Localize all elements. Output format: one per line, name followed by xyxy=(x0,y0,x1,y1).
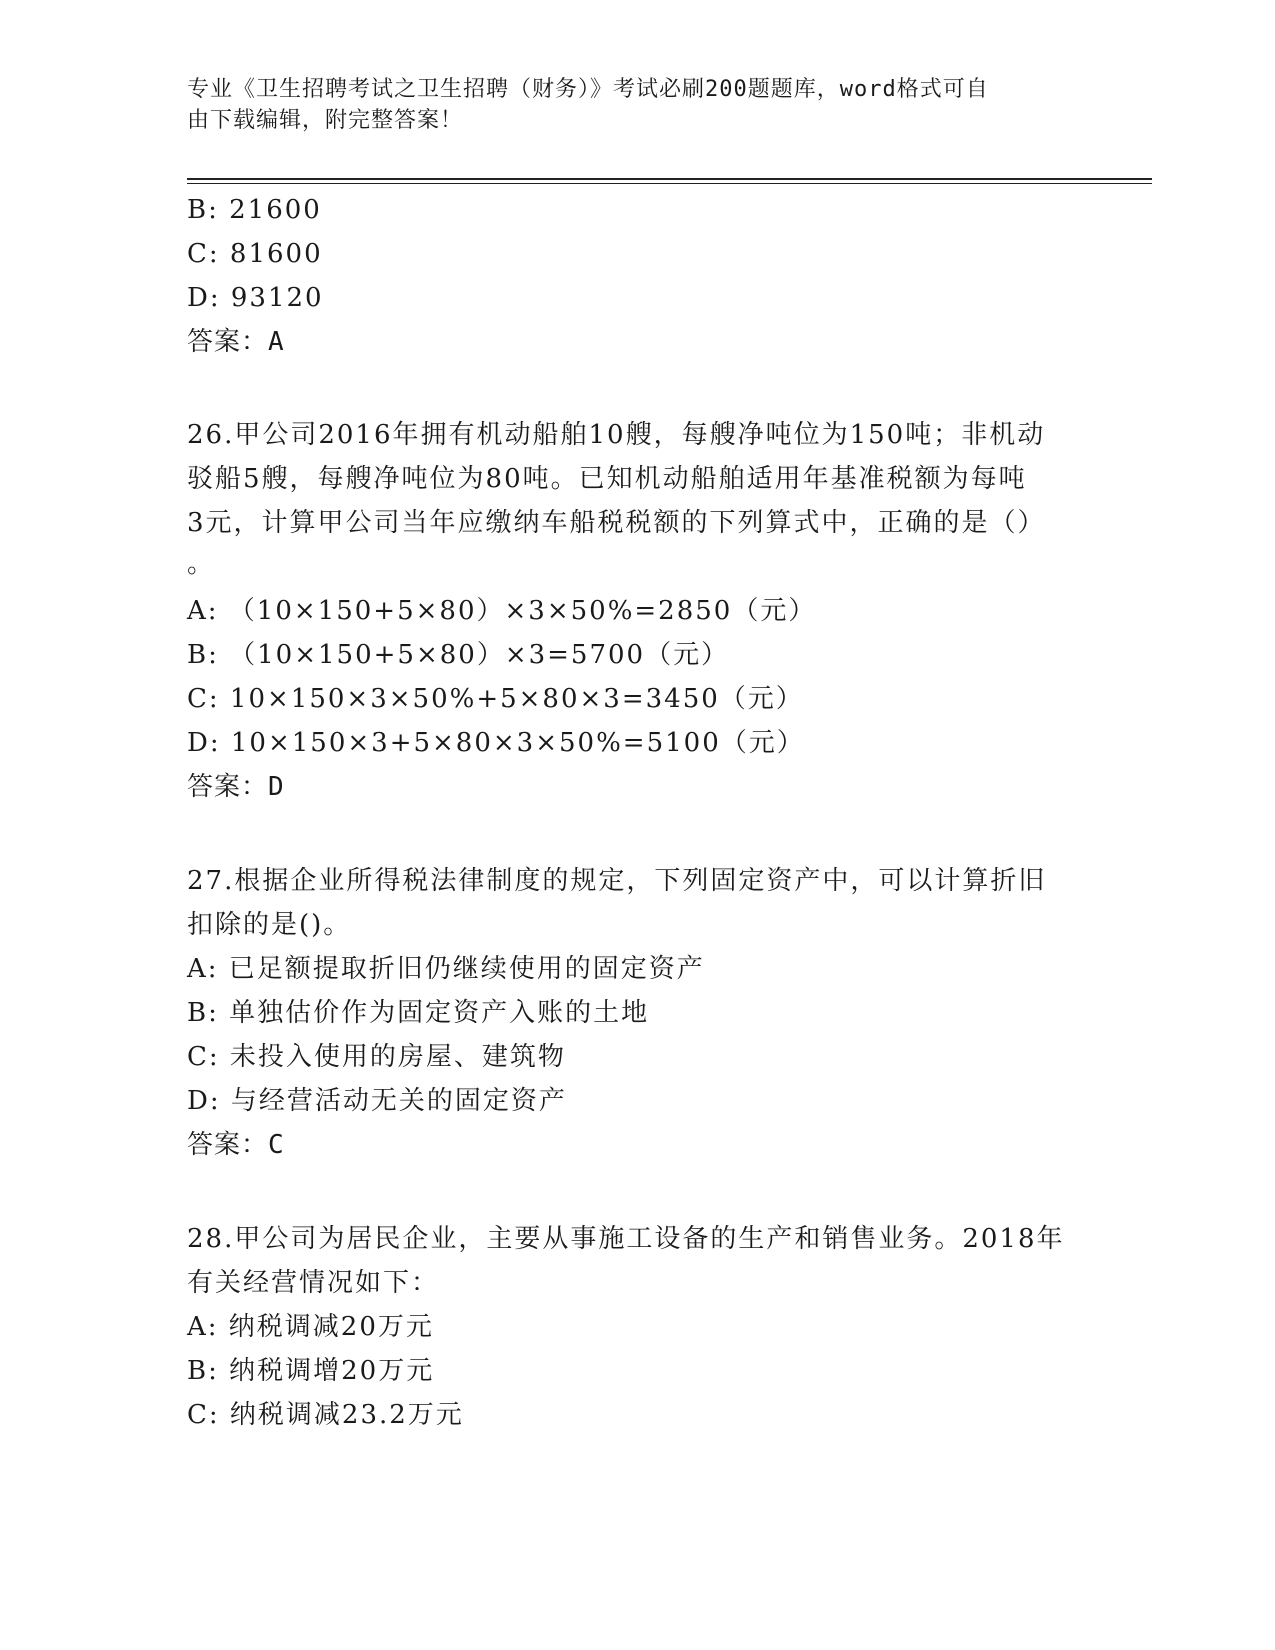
q28-option-b: B: 纳税调增20万元 xyxy=(187,1356,435,1386)
answer-value: C xyxy=(268,1130,285,1160)
q27-answer xyxy=(187,1130,285,1160)
q26-stem-line-2: 驳船5艘，每艘净吨位为80吨。已知机动船舶适用年基准税额为每吨 xyxy=(187,464,1027,494)
q26-option-d: D: 10×150×3+5×80×3×50%=5100（元） xyxy=(187,728,805,758)
q27-option-a: A: 已足额提取折旧仍继续使用的固定资产 xyxy=(187,954,705,984)
q26-answer xyxy=(187,772,285,802)
q28-option-c: C: 纳税调减23.2万元 xyxy=(187,1400,464,1430)
header-divider-bottom xyxy=(187,183,1152,184)
q26-stem-line-3: 3元，计算甲公司当年应缴纳车船税税额的下列算式中，正确的是（） xyxy=(187,508,1046,538)
q28-stem-line-2: 有关经营情况如下： xyxy=(187,1268,440,1298)
answer-label: 答案： xyxy=(187,1130,269,1160)
q27-option-b: B: 单独估价作为固定资产入账的土地 xyxy=(187,998,650,1028)
q26-option-c: C: 10×150×3×50%+5×80×3=3450（元） xyxy=(187,684,804,714)
q25-option-d: D: 93120 xyxy=(187,283,324,313)
document-header xyxy=(187,74,1067,136)
answer-value: D xyxy=(268,772,285,802)
q25-answer xyxy=(187,327,285,357)
answer-value: A xyxy=(268,327,285,357)
q27-option-d: D: 与经营活动无关的固定资产 xyxy=(187,1086,567,1116)
q28-option-a: A: 纳税调减20万元 xyxy=(187,1312,434,1342)
header-line-1: 专业《卫生招聘考试之卫生招聘（财务）》考试必刷200题题库，word格式可自 xyxy=(187,77,989,102)
q25-option-b: B: 21600 xyxy=(187,195,322,225)
answer-label: 答案： xyxy=(187,772,269,802)
q26-option-b: B: （10×150+5×80）×3=5700（元） xyxy=(187,640,730,670)
q27-stem-line-1: 27.根据企业所得税法律制度的规定，下列固定资产中，可以计算折旧 xyxy=(187,866,1047,896)
q28-stem-line-1: 28.甲公司为居民企业，主要从事施工设备的生产和销售业务。2018年 xyxy=(187,1224,1065,1254)
q26-option-a: A: （10×150+5×80）×3×50%=2850（元） xyxy=(187,596,817,626)
q26-stem-line-4: 。 xyxy=(187,549,216,579)
header-divider-top xyxy=(187,178,1152,180)
q27-option-c: C: 未投入使用的房屋、建筑物 xyxy=(187,1042,566,1072)
q25-option-c: C: 81600 xyxy=(187,239,323,269)
answer-label: 答案： xyxy=(187,327,269,357)
header-line-2: 由下载编辑，附完整答案！ xyxy=(187,108,464,133)
q26-stem-line-1: 26.甲公司2016年拥有机动船舶10艘，每艘净吨位为150吨；非机动 xyxy=(187,420,1046,450)
q27-stem-line-2: 扣除的是()。 xyxy=(187,910,352,940)
